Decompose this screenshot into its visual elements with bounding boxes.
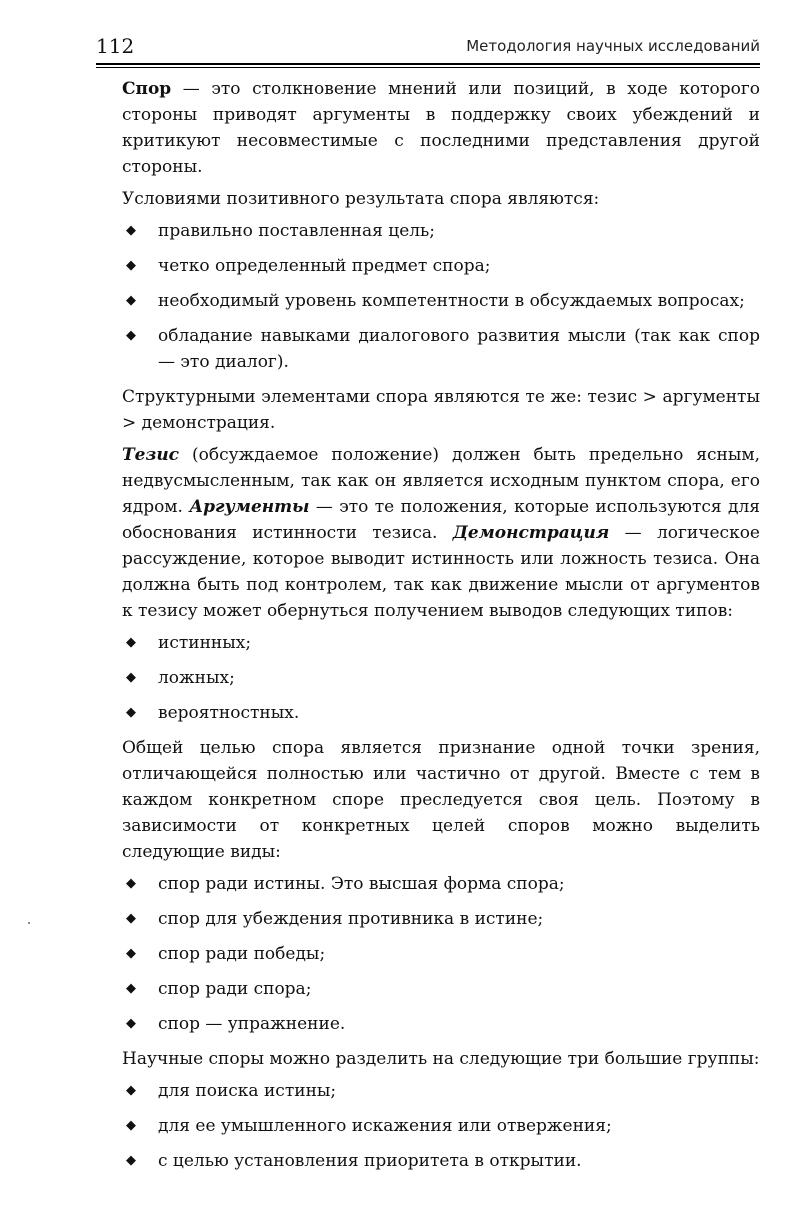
paragraph-scientific: Научные споры можно разделить на следующие три большие группы:	[122, 1049, 760, 1069]
dispute-kinds-list	[122, 871, 760, 1037]
diamond-bullet-icon: ◆	[126, 946, 136, 961]
list-item	[122, 288, 760, 314]
page-header	[96, 34, 760, 64]
running-title: Методология научных исследований	[466, 37, 760, 55]
header-rule-thin	[96, 67, 760, 68]
list-item	[122, 976, 760, 1002]
scan-speck	[28, 922, 30, 924]
diamond-bullet-icon: ◆	[126, 635, 136, 650]
diamond-bullet-icon: ◆	[126, 705, 136, 720]
list-item-text: для поиска истины;	[158, 1081, 337, 1101]
term-demonstratsiya: Демонстрация	[452, 523, 610, 543]
arguments-text: — это те положения, которые используются для обоснования истинности тезиса.	[122, 497, 761, 543]
conclusion-types-list	[122, 630, 760, 726]
diamond-bullet-icon: ◆	[126, 876, 136, 891]
list-item	[122, 1113, 760, 1139]
list-item-text: ложных;	[158, 668, 235, 688]
list-item-text: четко определенный предмет спора;	[158, 256, 491, 276]
list-item-text: правильно поставленная цель;	[158, 221, 436, 241]
paragraph-conditions: Условиями позитивного результата спора являются:	[122, 189, 600, 209]
list-item-text: обладание навыками диалогового развития мысли (так как спор — это диалог).	[158, 326, 760, 372]
list-item	[122, 700, 760, 726]
list-item-text: спор ради истины. Это высшая форма спора;	[158, 874, 565, 894]
diamond-bullet-icon: ◆	[126, 911, 136, 926]
page-number: 112	[96, 34, 135, 58]
paragraph-goals: Общей целью спора является признание одной точки зрения, отличающейся полностью или частично от другой. Вместе с тем в каждом конкретном споре преследуется своя цель. Поэтому в зависимости от конкретных целей споров можно выделить следующие виды:	[122, 738, 760, 862]
list-item-text: необходимый уровень компетентности в обсуждаемых вопросах;	[158, 291, 745, 311]
scientific-groups-list	[122, 1078, 760, 1174]
list-item	[122, 323, 760, 375]
list-item-text: спор ради спора;	[158, 979, 312, 999]
thesis-text: (обсуждаемое положение) должен быть предельно ясным, недвусмысленным, так как он является исходным пунктом спора, его ядром.	[122, 445, 760, 517]
list-item-text: истинных;	[158, 633, 252, 653]
list-item	[122, 906, 760, 932]
list-item	[122, 665, 760, 691]
term-argumenty: Аргументы	[189, 497, 310, 517]
list-item-text: спор — упражнение.	[158, 1014, 346, 1034]
list-item	[122, 630, 760, 656]
diamond-bullet-icon: ◆	[126, 293, 136, 308]
header-rule-thick	[96, 63, 760, 65]
definition-text: — это столкновение мнений или позиций, в ходе которого стороны приводят аргументы в поддержку своих убеждений и критикуют несовместимые с последними представления другой стороны.	[122, 79, 760, 177]
diamond-bullet-icon: ◆	[126, 328, 136, 343]
diamond-bullet-icon: ◆	[126, 1083, 136, 1098]
diamond-bullet-icon: ◆	[126, 981, 136, 996]
list-item-text: с целью установления приоритета в открытии.	[158, 1151, 582, 1171]
page-body	[122, 76, 760, 1183]
list-item	[122, 871, 760, 897]
list-item	[122, 1148, 760, 1174]
paragraph-definition	[122, 76, 760, 180]
list-item-text: вероятностных.	[158, 703, 300, 723]
list-item	[122, 218, 760, 244]
diamond-bullet-icon: ◆	[126, 1016, 136, 1031]
term-spor: Спор	[122, 79, 172, 99]
list-item-text: спор ради победы;	[158, 944, 326, 964]
paragraph-structure: Структурными элементами спора являются те же: тезис > аргументы > демонстрация.	[122, 387, 760, 433]
paragraph-thesis	[122, 442, 760, 624]
diamond-bullet-icon: ◆	[126, 1118, 136, 1133]
conditions-list	[122, 218, 760, 375]
list-item-text: для ее умышленного искажения или отвержения;	[158, 1116, 612, 1136]
list-item	[122, 253, 760, 279]
list-item-text: спор для убеждения противника в истине;	[158, 909, 544, 929]
list-item	[122, 1011, 760, 1037]
demonstration-text: — логическое рассуждение, которое выводит истинность или ложность тезиса. Она должна быть под контролем, так как движение мысли от аргументов к тезису может обернуться получением выводов следующих типов:	[122, 523, 760, 621]
diamond-bullet-icon: ◆	[126, 258, 136, 273]
list-item	[122, 1078, 760, 1104]
diamond-bullet-icon: ◆	[126, 670, 136, 685]
diamond-bullet-icon: ◆	[126, 1153, 136, 1168]
list-item	[122, 941, 760, 967]
term-tezis: Тезис	[122, 445, 180, 465]
diamond-bullet-icon: ◆	[126, 223, 136, 238]
